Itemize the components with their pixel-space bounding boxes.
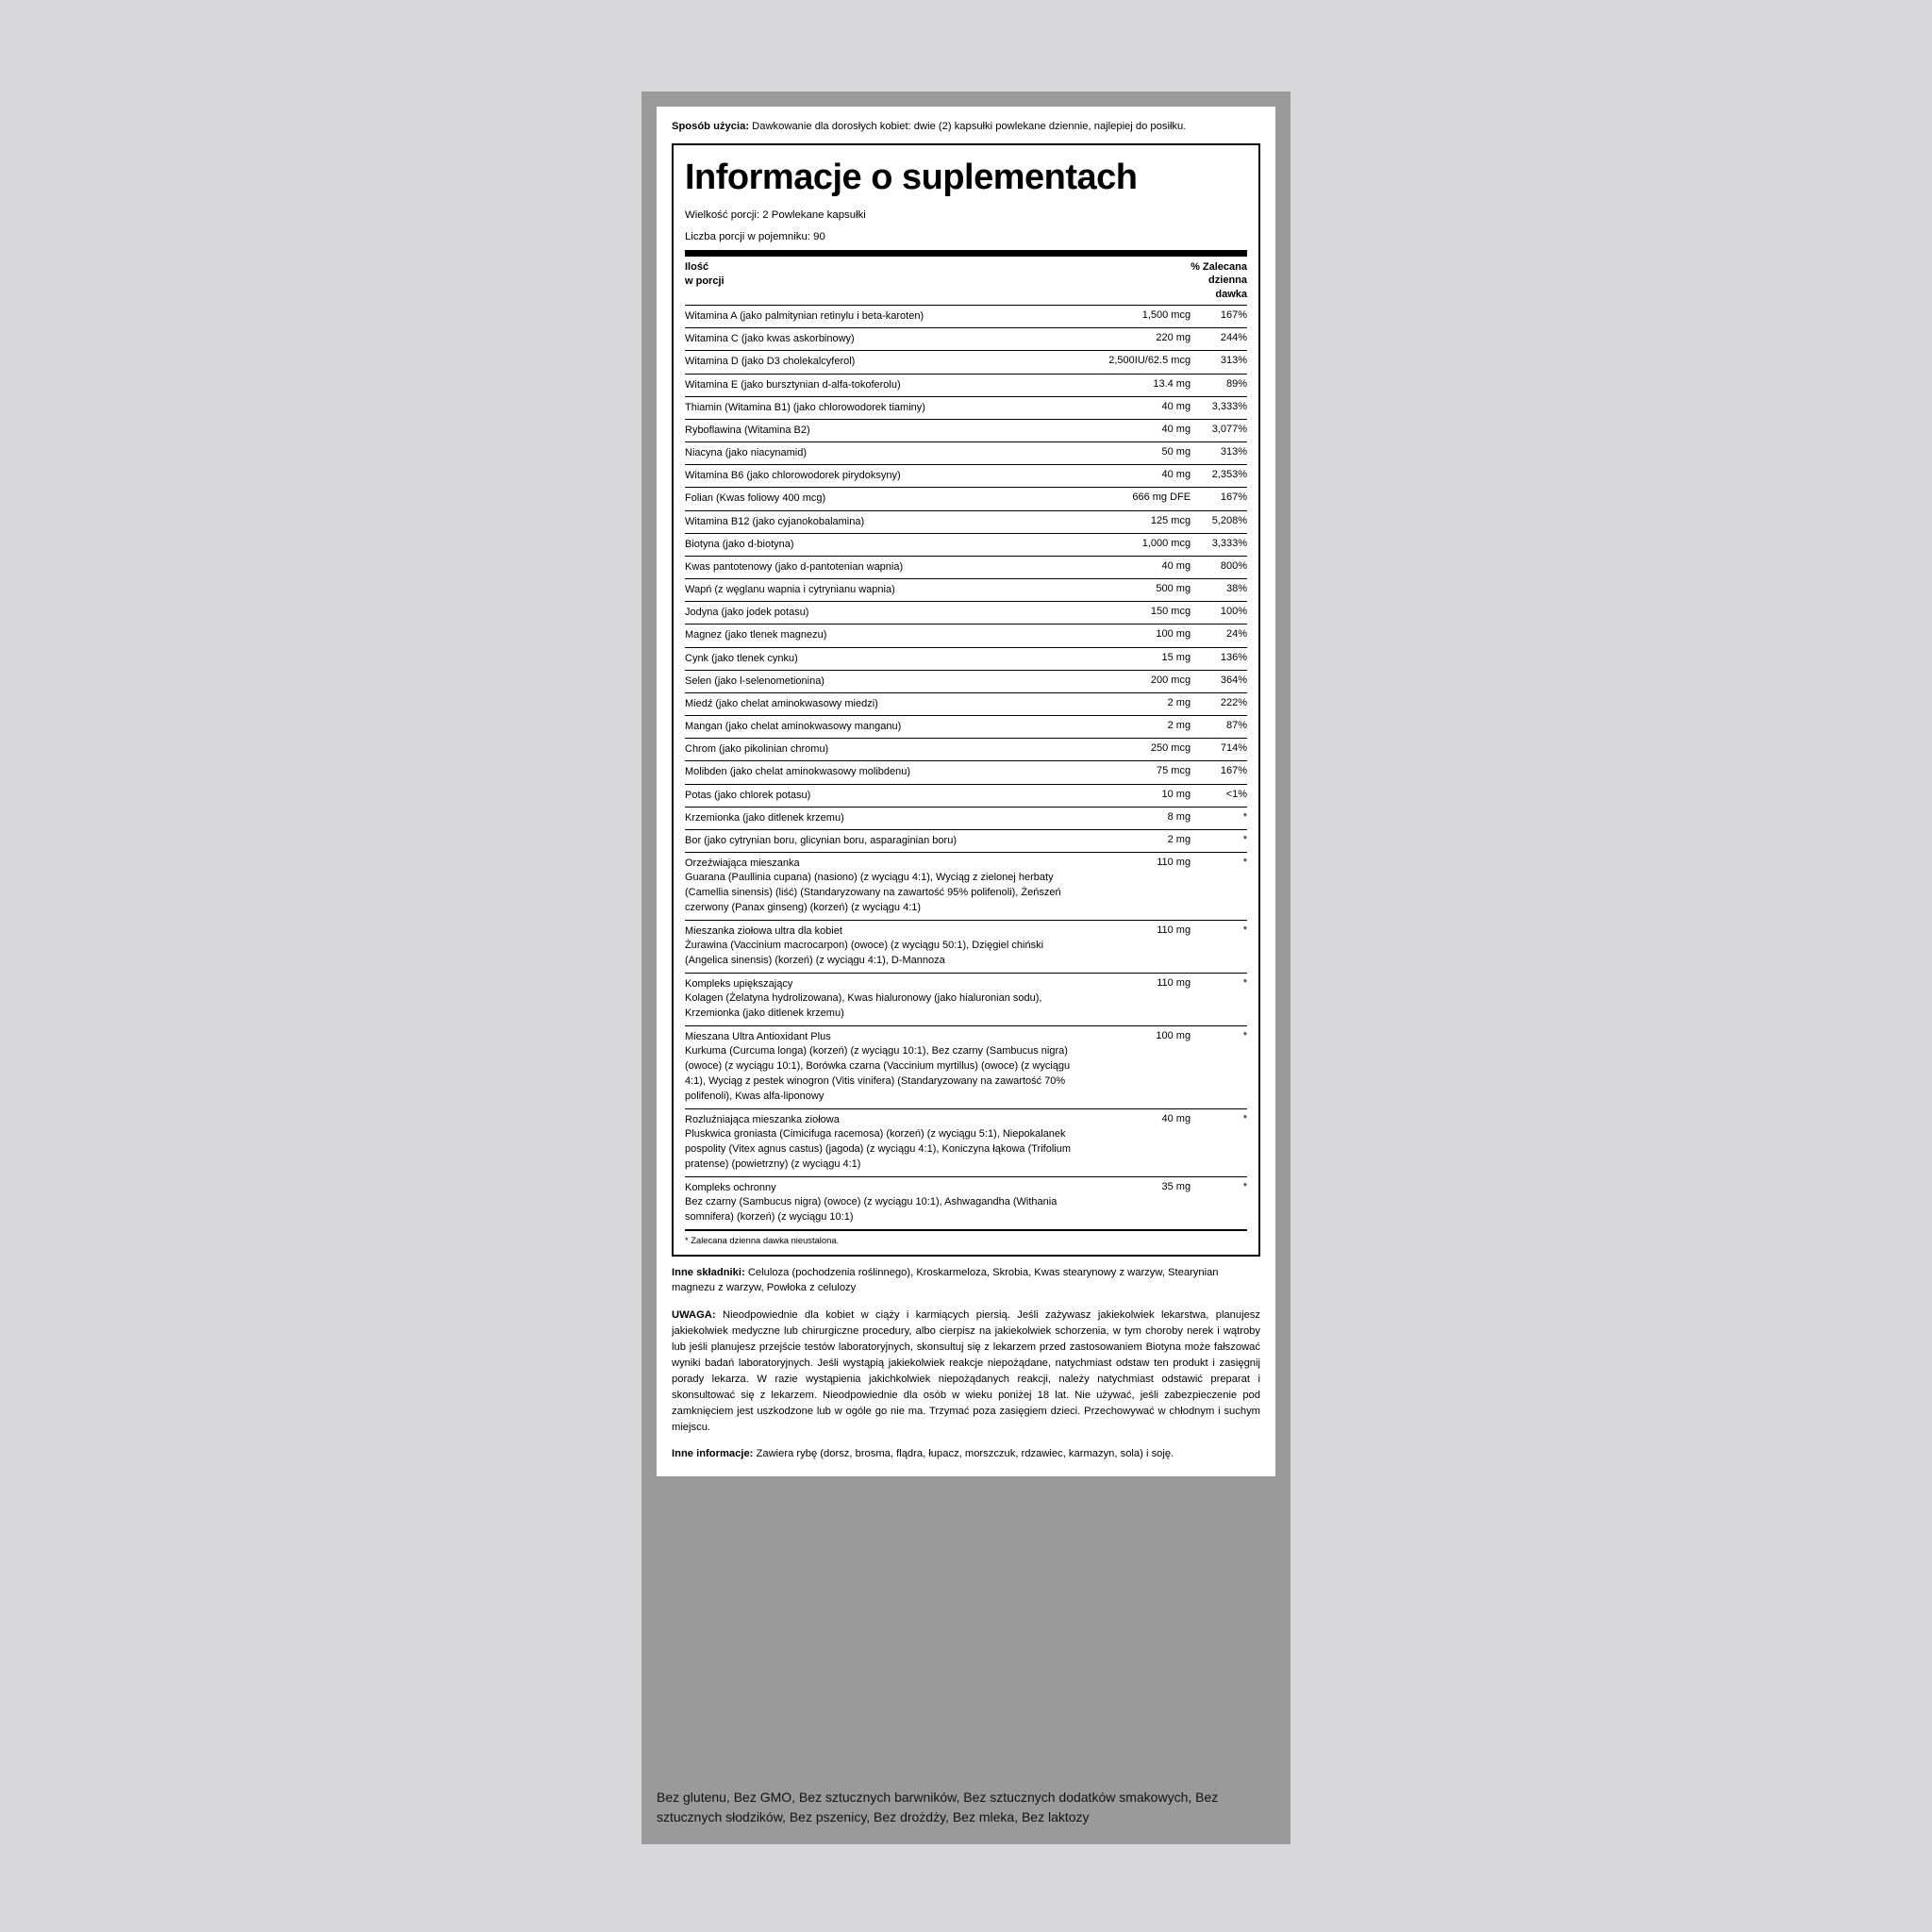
nutrient-dv: 222% bbox=[1191, 692, 1247, 715]
nutrient-dv: 313% bbox=[1191, 442, 1247, 465]
nutrient-dv: 3,333% bbox=[1191, 533, 1247, 556]
table-row bbox=[685, 974, 1247, 1026]
table-header-row bbox=[685, 257, 1247, 305]
nutrient-amount: 1,500 mcg bbox=[1077, 306, 1191, 328]
usage-directions bbox=[657, 107, 1275, 143]
nutrient-name: Mangan (jako chelat aminokwasowy manganu) bbox=[685, 716, 1077, 739]
panel-divider-thick bbox=[685, 250, 1247, 257]
usage-text: Dawkowanie dla dorosłych kobiet: dwie (2) kapsułki powlekane dziennie, najlepiej do posiłku. bbox=[749, 121, 1187, 132]
table-row bbox=[685, 579, 1247, 602]
blend-amount: 110 mg bbox=[1077, 921, 1191, 974]
table-row bbox=[685, 1109, 1247, 1177]
other-ingredients-text: Celuloza (pochodzenia roślinnego), Kroskarmeloza, Skrobia, Kwas stearynowy z warzyw, Stearynian magnezu z warzyw, Powłoka z celulozy bbox=[672, 1267, 1219, 1293]
nutrient-amount: 500 mg bbox=[1077, 579, 1191, 602]
nutrient-amount: 50 mg bbox=[1077, 442, 1191, 465]
table-row bbox=[685, 829, 1247, 852]
nutrient-amount: 150 mcg bbox=[1077, 602, 1191, 625]
nutrient-dv: 167% bbox=[1191, 488, 1247, 510]
nutrient-amount: 2 mg bbox=[1077, 829, 1191, 852]
nutrient-amount: 2 mg bbox=[1077, 692, 1191, 715]
nutrient-dv: 313% bbox=[1191, 351, 1247, 374]
blend-cell bbox=[685, 1109, 1077, 1177]
blend-amount: 40 mg bbox=[1077, 1109, 1191, 1177]
table-row bbox=[685, 396, 1247, 419]
blend-dv: * bbox=[1191, 853, 1247, 921]
table-row bbox=[685, 670, 1247, 692]
table-row bbox=[685, 351, 1247, 374]
nutrient-amount: 2 mg bbox=[1077, 716, 1191, 739]
table-row bbox=[685, 556, 1247, 578]
nutrient-name: Witamina C (jako kwas askorbinowy) bbox=[685, 328, 1077, 351]
header-spacer-cell bbox=[1077, 257, 1191, 305]
nutrient-dv: 3,077% bbox=[1191, 419, 1247, 441]
header-dv-line3: dawka bbox=[1215, 288, 1247, 300]
blend-cell bbox=[685, 921, 1077, 974]
blend-cell bbox=[685, 1026, 1077, 1109]
table-row bbox=[685, 533, 1247, 556]
nutrient-name: Thiamin (Witamina B1) (jako chlorowodorek tiaminy) bbox=[685, 396, 1077, 419]
header-amount-line2: w porcji bbox=[685, 275, 724, 288]
usage-label: Sposób użycia: bbox=[672, 121, 750, 132]
other-info-block bbox=[672, 1447, 1260, 1462]
nutrient-name: Selen (jako l-selenometionina) bbox=[685, 670, 1077, 692]
nutrient-amount: 13.4 mg bbox=[1077, 374, 1191, 396]
nutrient-amount: 100 mg bbox=[1077, 625, 1191, 647]
blend-cell bbox=[685, 974, 1077, 1026]
nutrient-name: Kwas pantotenowy (jako d-pantotenian wapnia) bbox=[685, 556, 1077, 578]
table-row bbox=[685, 419, 1247, 441]
nutrient-name: Witamina A (jako palmitynian retinylu i beta-karoten) bbox=[685, 306, 1077, 328]
nutrient-amount: 40 mg bbox=[1077, 419, 1191, 441]
header-dv-line2: dzienna bbox=[1208, 275, 1247, 287]
header-amount-cell bbox=[685, 257, 1077, 305]
nutrient-name: Witamina B12 (jako cyjanokobalamina) bbox=[685, 510, 1077, 533]
nutrient-dv: 136% bbox=[1191, 647, 1247, 670]
nutrient-dv: 87% bbox=[1191, 716, 1247, 739]
other-ingredients-label: Inne składniki: bbox=[672, 1267, 745, 1279]
blend-title: Orzeźwiająca mieszanka bbox=[685, 858, 800, 870]
free-from-claims: Bez glutenu, Bez GMO, Bez sztucznych barwników, Bez sztucznych dodatków smakowych, Bez sztucznych słodzików, Bez pszenicy, Bez drożdży, Bez mleka, Bez laktozy bbox=[657, 1790, 1219, 1824]
nutrient-name: Potas (jako chlorek potasu) bbox=[685, 784, 1077, 807]
nutrient-amount: 40 mg bbox=[1077, 556, 1191, 578]
panel-footnote: * Zalecana dzienna dawka nieustalona. bbox=[685, 1229, 1247, 1247]
table-row bbox=[685, 761, 1247, 784]
blend-amount: 100 mg bbox=[1077, 1026, 1191, 1109]
supplement-facts-panel bbox=[672, 143, 1260, 1257]
nutrient-amount: 2,500IU/62.5 mcg bbox=[1077, 351, 1191, 374]
blend-title: Mieszanka ziołowa ultra dla kobiet bbox=[685, 925, 842, 938]
table-row bbox=[685, 716, 1247, 739]
nutrient-amount: 220 mg bbox=[1077, 328, 1191, 351]
nutrient-amount: 8 mg bbox=[1077, 807, 1191, 829]
nutrient-amount: 125 mcg bbox=[1077, 510, 1191, 533]
nutrient-dv: 364% bbox=[1191, 670, 1247, 692]
blend-dv: * bbox=[1191, 1026, 1247, 1109]
table-row bbox=[685, 1026, 1247, 1109]
nutrient-amount: 15 mg bbox=[1077, 647, 1191, 670]
nutrient-dv: 167% bbox=[1191, 761, 1247, 784]
blend-amount: 110 mg bbox=[1077, 974, 1191, 1026]
header-dv-line1: % Zalecana bbox=[1191, 261, 1247, 274]
nutrient-name: Wapń (z węglanu wapnia i cytrynianu wapnia) bbox=[685, 579, 1077, 602]
nutrient-name: Jodyna (jako jodek potasu) bbox=[685, 602, 1077, 625]
blend-title: Rozluźniająca mieszanka ziołowa bbox=[685, 1114, 840, 1126]
serving-size: Wielkość porcji: 2 Powlekane kapsułki bbox=[685, 209, 866, 222]
servings-per-container: Liczba porcji w pojemniku: 90 bbox=[685, 230, 825, 242]
blend-detail: Kolagen (Żelatyna hydrolizowana), Kwas hialuronowy (jako hialuronian sodu), Krzemionka (jako ditlenek krzemu) bbox=[685, 992, 1042, 1020]
other-ingredients bbox=[672, 1266, 1260, 1295]
nutrient-name: Niacyna (jako niacynamid) bbox=[685, 442, 1077, 465]
warning-block bbox=[672, 1307, 1260, 1436]
blend-cell bbox=[685, 853, 1077, 921]
blend-detail: Pluskwica groniasta (Cimicifuga racemosa) (korzeń) (z wyciągu 5:1), Niepokalanek pospolity (Vitex agnus castus) (jagoda) (z wyciągu 4:1), Koniczyna łąkowa (Trifolium pratense) (powietrzny) (z wyciągu 4:1) bbox=[685, 1128, 1072, 1171]
table-row bbox=[685, 921, 1247, 974]
nutrient-dv: 89% bbox=[1191, 374, 1247, 396]
nutrient-name: Folian (Kwas foliowy 400 mcg) bbox=[685, 488, 1077, 510]
blend-amount: 35 mg bbox=[1161, 1181, 1191, 1193]
nutrient-dv: 5,208% bbox=[1191, 510, 1247, 533]
table-row bbox=[685, 328, 1247, 351]
table-row bbox=[685, 510, 1247, 533]
table-row bbox=[685, 306, 1247, 328]
nutrient-dv: 24% bbox=[1191, 625, 1247, 647]
nutrition-table bbox=[685, 257, 1247, 1229]
blend-dv: * bbox=[1191, 1109, 1247, 1177]
nutrient-amount: 40 mg bbox=[1077, 465, 1191, 488]
table-row bbox=[685, 853, 1247, 921]
nutrient-name: Biotyna (jako d-biotyna) bbox=[685, 533, 1077, 556]
nutrient-amount: 40 mg bbox=[1077, 396, 1191, 419]
blend-dv: * bbox=[1191, 974, 1247, 1026]
nutrient-dv: 2,353% bbox=[1191, 465, 1247, 488]
nutrient-dv: * bbox=[1191, 807, 1247, 829]
header-dv-cell bbox=[1191, 257, 1247, 305]
table-row bbox=[685, 784, 1247, 807]
nutrient-name: Cynk (jako tlenek cynku) bbox=[685, 647, 1077, 670]
nutrient-dv: 244% bbox=[1191, 328, 1247, 351]
table-row bbox=[685, 1177, 1247, 1230]
nutrient-name: Chrom (jako pikolinian chromu) bbox=[685, 739, 1077, 761]
nutrient-name: Krzemionka (jako ditlenek krzemu) bbox=[685, 807, 1077, 829]
nutrient-name: Miedź (jako chelat aminokwasowy miedzi) bbox=[685, 692, 1077, 715]
nutrient-dv: 800% bbox=[1191, 556, 1247, 578]
blend-title: Kompleks ochronny bbox=[685, 1182, 776, 1194]
nutrient-name: Bor (jako cytrynian boru, glicynian boru, asparaginian boru) bbox=[685, 829, 1077, 852]
supplement-label-card bbox=[641, 92, 1291, 1844]
nutrient-amount: 1,000 mcg bbox=[1077, 533, 1191, 556]
nutrient-name: Witamina D (jako D3 cholekalcyferol) bbox=[685, 351, 1077, 374]
warning-text: Nieodpowiednie dla kobiet w ciąży i karmiących piersią. Jeśli zażywasz jakiekolwiek lekarstwa, planujesz jakiekolwiek medyczne lub chirurgiczne procedury, albo cierpisz na jakiekolwiek schorzenia, w tym choroby nerek i wątroby lub jeśli planujesz przejście testów laboratoryjnych, skonsultuj się z lekarzem przed zastosowaniem Biotyna może fałszować wyniki badań laboratoryjnych. Jeśli wystąpią jakiekolwiek reakcje niepożądane, natychmiast odstaw ten produkt i zasięgnij porady lekarza. W razie wystąpienia jakichkolwiek niepożądanych reakcji, należy natychmiast odstawić preparat i skonsultować się z lekarzem. Nieodpowiednie dla osób w wieku poniżej 18 lat. Nie używać, jeśli zabezpieczenie pod zamknięciem jest uszkodzone lub w ogóle go nie ma. Trzymać poza zasięgiem dzieci. Przechowywać w chłodnym i suchym miejscu. bbox=[672, 1308, 1260, 1433]
table-row bbox=[685, 442, 1247, 465]
nutrient-name: Magnez (jako tlenek magnezu) bbox=[685, 625, 1077, 647]
blend-dv: * bbox=[1242, 1181, 1247, 1193]
table-row bbox=[685, 647, 1247, 670]
nutrient-name: Witamina B6 (jako chlorowodorek pirydoksyny) bbox=[685, 465, 1077, 488]
nutrient-name: Witamina E (jako bursztynian d-alfa-tokoferolu) bbox=[685, 374, 1077, 396]
nutrient-name: Molibden (jako chelat aminokwasowy molibdenu) bbox=[685, 761, 1077, 784]
nutrient-amount: 75 mcg bbox=[1077, 761, 1191, 784]
nutrient-dv: 38% bbox=[1191, 579, 1247, 602]
table-row bbox=[685, 602, 1247, 625]
nutrient-amount: 250 mcg bbox=[1077, 739, 1191, 761]
nutrient-dv: 167% bbox=[1191, 306, 1247, 328]
table-row bbox=[685, 625, 1247, 647]
blend-amount: 110 mg bbox=[1077, 853, 1191, 921]
nutrient-amount: 666 mg DFE bbox=[1077, 488, 1191, 510]
nutrient-dv: 3,333% bbox=[1191, 396, 1247, 419]
other-info-text: Zawiera rybę (dorsz, brosma, flądra, łupacz, morszczuk, rdzawiec, karmazyn, sola) i soję. bbox=[753, 1447, 1174, 1459]
blend-detail: Kurkuma (Curcuma longa) (korzeń) (z wyciągu 10:1), Bez czarny (Sambucus nigra) (owoce) (z wyciągu 10:1), Borówka czarna (Vaccinium myrtillus) (owoce) (z wyciągu 4:1), Wyciąg z pestek winogron (Vitis vinifera) (Standaryzowany na zawartość 70% polifenoli), Kwas alfa-liponowy bbox=[685, 1045, 1071, 1103]
table-row bbox=[685, 488, 1247, 510]
blend-detail: Guarana (Paullinia cupana) (nasiono) (z wyciągu 4:1), Wyciąg z zielonej herbaty (Camellia sinensis) (liść) (Standaryzowany na zawartość 95% polifenoli), Żeńszeń czerwony (Panax ginseng) (korzeń) (z wyciągu 4:1) bbox=[685, 872, 1061, 914]
nutrient-amount: 10 mg bbox=[1077, 784, 1191, 807]
table-row bbox=[685, 374, 1247, 396]
table-row bbox=[685, 807, 1247, 829]
nutrient-name: Ryboflawina (Witamina B2) bbox=[685, 419, 1077, 441]
label-white-area bbox=[657, 107, 1275, 1476]
header-amount-line1: Ilość bbox=[685, 261, 709, 274]
table-row bbox=[685, 465, 1247, 488]
nutrient-amount: 200 mcg bbox=[1077, 670, 1191, 692]
nutrient-dv: 714% bbox=[1191, 739, 1247, 761]
other-info-label: Inne informacje: bbox=[672, 1447, 754, 1459]
blend-detail: Bez czarny (Sambucus nigra) (owoce) (z wyciągu 10:1), Ashwagandha (Withania somnifera) (korzeń) (z wyciągu 10:1) bbox=[685, 1196, 1058, 1224]
table-row bbox=[685, 739, 1247, 761]
blend-detail: Żurawina (Vaccinium macrocarpon) (owoce) (z wyciągu 50:1), Dzięgiel chiński (Angelica sinensis) (korzeń) (z wyciągu 4:1), D-Mannoza bbox=[685, 940, 1044, 967]
nutrient-dv: * bbox=[1191, 829, 1247, 852]
blend-cell bbox=[685, 1177, 1077, 1230]
nutrient-dv: 100% bbox=[1191, 602, 1247, 625]
blend-dv: * bbox=[1191, 921, 1247, 974]
panel-title: Informacje o suplementach bbox=[685, 157, 1138, 197]
blend-title: Mieszana Ultra Antioxidant Plus bbox=[685, 1031, 831, 1043]
nutrient-dv: <1% bbox=[1191, 784, 1247, 807]
table-row bbox=[685, 692, 1247, 715]
warning-label: UWAGA: bbox=[672, 1308, 716, 1321]
blend-title: Kompleks upiększający bbox=[685, 978, 793, 991]
